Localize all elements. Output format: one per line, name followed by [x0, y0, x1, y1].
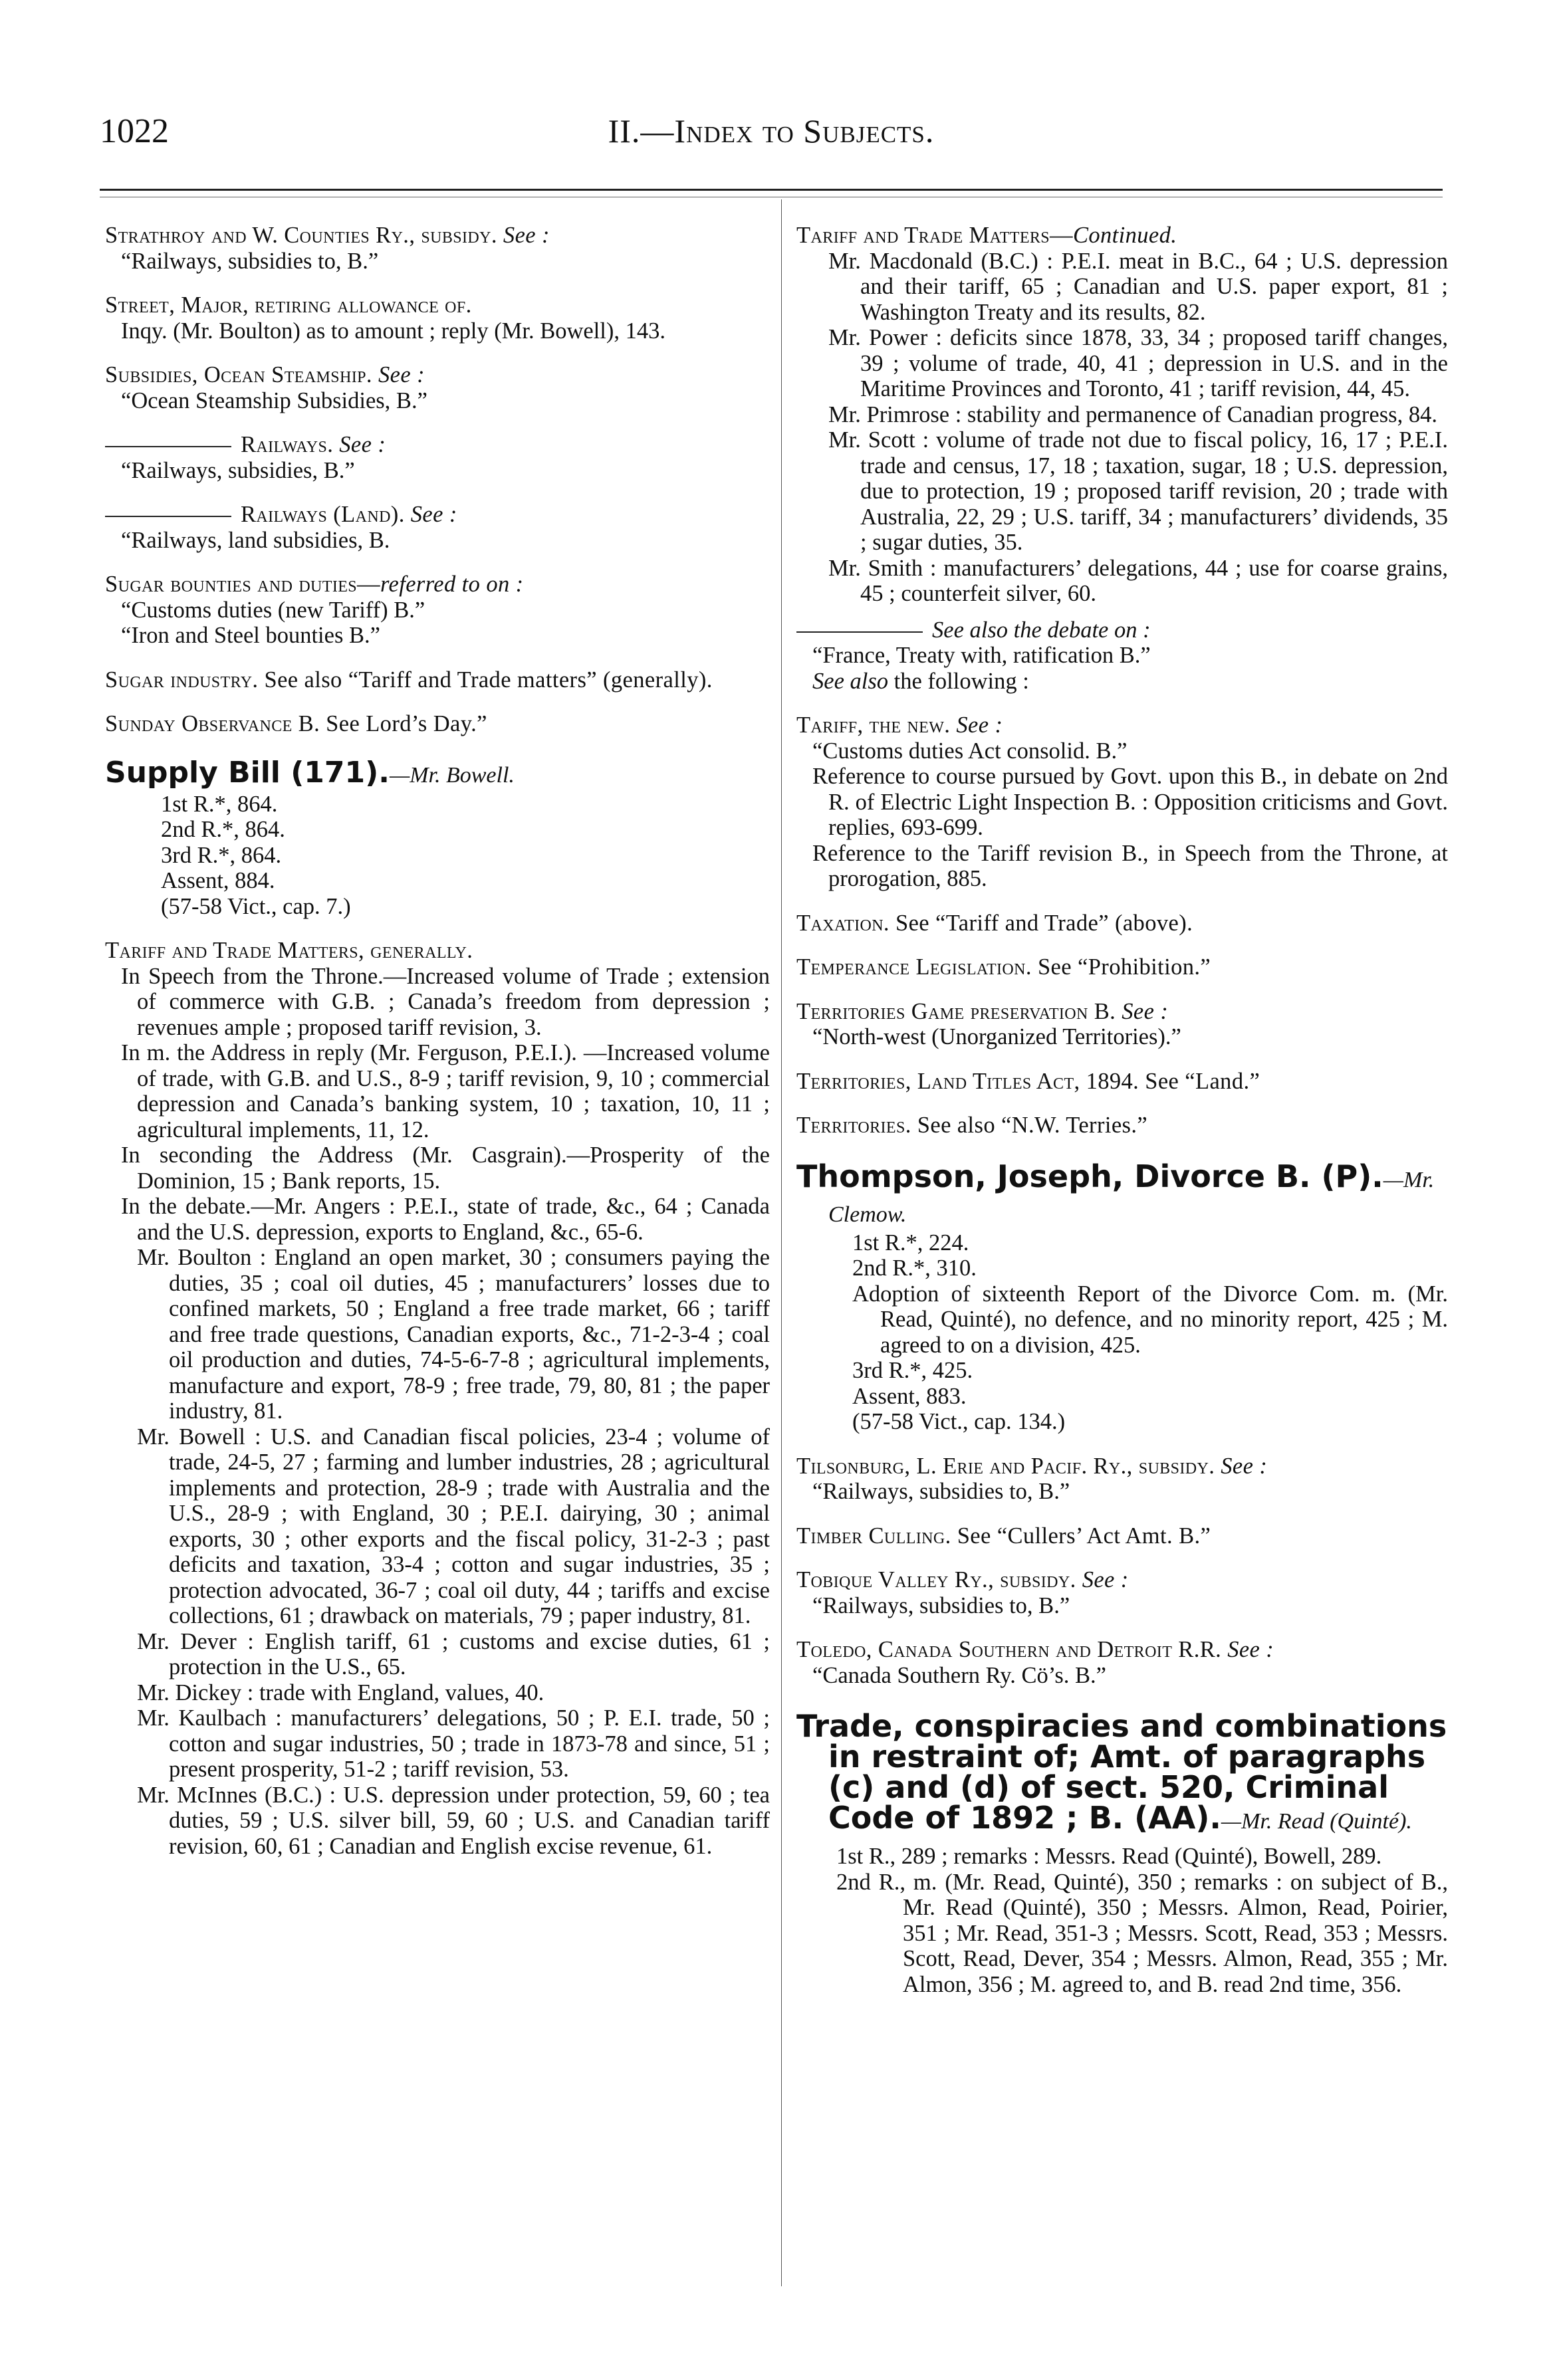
- entry-text: See “Prohibition.”: [1037, 954, 1211, 980]
- see-reference: See :: [1221, 1453, 1268, 1479]
- entry-title: Tobique Valley Ry., subsidy.: [796, 1567, 1076, 1592]
- entry-subparagraph: Mr. Boulton : England an open market, 30 ; consumers paying the duties, 35 ; coal oil duties, 45 ; manufacturers’ losses due to confined markets, 50 ; England a free trade market, 66 ; tariff and free trade questions, Canadian exports, &c., 71-2-3-4 ; coal oil production and duties, 74-5-6-7-8 ; agricultural implements, manufacture and export, 78-9 ; free trade, 79, 80, 81 ; the paper industry, 81.: [137, 1245, 770, 1424]
- cross-reference: “France, Treaty with, ratification B.”: [812, 643, 1151, 668]
- entry-text: See also “N.W. Terries.”: [917, 1113, 1148, 1138]
- entry-title: Street, Major, retiring allowance of.: [105, 292, 472, 318]
- ditto-dash: [796, 631, 923, 633]
- entry-title: Toledo, Canada Southern and Detroit R.R.: [796, 1637, 1222, 1662]
- entry-subparagraph: Mr. Power : deficits since 1878, 33, 34 ; proposed tariff changes, 39 ; volume of trade, 40, 41 ; depression in U.S. and in the Maritime Provinces and Toronto, 41 ; tariff revision, 44, 45.: [828, 325, 1448, 401]
- entry-subparagraph: Mr. Scott : volume of trade not due to fiscal policy, 16, 17 ; P.E.I. trade and census, 17, 18 ; taxation, sugar, 18 ; U.S. depression, due to protection, 19 ; proposed tariff revision, 20 ; trade with Australia, 22, 29 ; U.S. tariff, 34 ; manufacturers’ dividends, 35 ; sugar duties, 35.: [828, 427, 1448, 555]
- entry-title: Tariff, the new.: [796, 712, 951, 738]
- entry-title: Tariff and Trade Matters—: [796, 223, 1073, 248]
- cross-reference: “Customs duties (new Tariff) B.”: [121, 597, 425, 623]
- see-reference: See :: [1122, 998, 1169, 1024]
- index-entry-heading: [796, 1113, 1448, 1138]
- index-entry-heading: [796, 1567, 1448, 1593]
- ditto-dash: [105, 446, 231, 447]
- index-entry-heading: [796, 1523, 1448, 1549]
- entry-text: Inqy. (Mr. Boulton) as to amount ; reply (Mr. Bowell), 143.: [121, 318, 665, 344]
- entry-text: See “Tariff and Trade” (above).: [895, 910, 1193, 936]
- cross-reference: “Canada Southern Ry. Cö’s. B.”: [812, 1662, 1106, 1688]
- index-entry-heading: [796, 954, 1448, 980]
- see-reference: See :: [410, 502, 457, 527]
- entry-text: See “Land.”: [1145, 1068, 1260, 1094]
- entry-title: Taxation.: [796, 910, 890, 936]
- entry-title: Sugar industry.: [105, 667, 259, 693]
- entry-subparagraph: Mr. Primrose : stability and permanence of Canadian progress, 84.: [828, 401, 1437, 427]
- entry-title: Timber Culling.: [796, 1523, 951, 1549]
- entry-subparagraph: Mr. Macdonald (B.C.) : P.E.I. meat in B.C., 64 ; U.S. depression and their tariff, 65 ; Canadian and U.S. paper export, 81 ; Washington Treaty and its results, 82.: [828, 248, 1448, 325]
- index-entry-heading: [796, 223, 1448, 249]
- entry-paragraph: Reference to the Tariff revision B., in Speech from the Throne, at prorogation, 885.: [812, 840, 1448, 891]
- see-also-line: [796, 617, 1448, 643]
- entry-title: Territories Game preservation B.: [796, 998, 1116, 1024]
- entry-title: Tariff and Trade Matters, generally.: [105, 938, 473, 963]
- bill-stage: Assent, 884.: [161, 868, 275, 893]
- bill-stage: 1st R., 289 ; remarks : Messrs. Read (Quinté), Bowell, 289.: [836, 1844, 1382, 1869]
- header-rule: [100, 189, 1443, 191]
- entry-title: Railways (Land).: [241, 502, 405, 527]
- entry-title: Sugar bounties and duties—: [105, 572, 380, 597]
- cross-reference: “Railways, subsidies to, B.”: [121, 248, 379, 274]
- bill-stage: Adoption of sixteenth Report of the Divorce Com. m. (Mr. Read, Quinté), no defence, and no minority report, 425 ; M. agreed to on a division, 425.: [852, 1281, 1448, 1358]
- entry-paragraph: In seconding the Address (Mr. Casgrain).—Prosperity of the Dominion, 15 ; Bank reports, 15.: [121, 1142, 770, 1194]
- index-subentry-heading: [105, 432, 770, 458]
- entry-subparagraph: Mr. Kaulbach : manufacturers’ delegations, 50 ; P. E.I. trade, 50 ; cotton and sugar industries, 50 ; trade in 1873-78 and since, 51 ; present prosperity, 51-2 ; tariff revision, 53.: [137, 1705, 770, 1782]
- column-divider: [781, 199, 782, 2286]
- index-entry-heading: [796, 1637, 1448, 1663]
- entry-title: Strathroy and W. Counties Ry., subsidy.: [105, 223, 497, 248]
- bill-mover: —Mr. Read (Quinté).: [1221, 1809, 1412, 1834]
- index-entry-heading: [796, 911, 1448, 936]
- running-title: II.—Index to Subjects.: [608, 112, 935, 150]
- index-entry-heading: [796, 712, 1448, 738]
- ditto-dash: [105, 516, 231, 517]
- bill-stage: Assent, 883.: [852, 1383, 967, 1409]
- cross-reference: “Ocean Steamship Subsidies, B.”: [121, 387, 427, 413]
- index-entry-heading: [105, 292, 770, 318]
- cross-reference: “Railways, subsidies to, B.”: [812, 1479, 1070, 1504]
- entry-subparagraph: Mr. Bowell : U.S. and Canadian fiscal policies, 23-4 ; volume of trade, 24-5, 27 ; farming and lumber industries, 28 ; agricultural implements and protection, 28-9 ; trade with Australia and the U.S., 28-9 ; with England, 30 ; P.E.I. dairying, 30 ; animal exports, 30 ; other exports and the fiscal policy, 31-2-3 ; past deficits and taxation, 33-4 ; cotton and sugar industries, 35 ; protection advocated, 36-7 ; coal oil duty, 44 ; tariffs and excise collections, 61 ; drawback on materials, 79 ; paper industry, 81.: [137, 1424, 770, 1628]
- page-number: 1022: [100, 112, 169, 150]
- index-entry-heading: [796, 1069, 1448, 1095]
- index-entry-heading: [105, 938, 770, 964]
- entry-text: the following :: [894, 668, 1029, 694]
- entry-text: See “Cullers’ Act Amt. B.”: [957, 1523, 1211, 1549]
- entry-title: Territories.: [796, 1113, 911, 1138]
- entry-subparagraph: Mr. McInnes (B.C.) : U.S. depression under protection, 59, 60 ; tea duties, 59 ; U.S. silver bill, 59, 60 ; U.S. and Canadian tariff revision, 60, 61 ; Canadian and English excise revenue, 61.: [137, 1782, 770, 1859]
- see-reference: referred to on :: [380, 572, 524, 597]
- see-reference: See :: [1082, 1567, 1129, 1592]
- bill-stage: 1st R.*, 224.: [852, 1230, 969, 1255]
- index-entry-heading: [796, 1454, 1448, 1479]
- cross-reference: “Railways, subsidies to, B.”: [812, 1592, 1070, 1618]
- entry-title: Railways.: [241, 432, 334, 457]
- entry-paragraph: Reference to course pursued by Govt. upon this B., in debate on 2nd R. of Electric Light Inspection B. : Opposition criticisms and Govt. replies, 693-699.: [812, 764, 1448, 840]
- bill-stage: (57-58 Vict., cap. 134.): [852, 1409, 1066, 1434]
- bill-stage: 2nd R.*, 310.: [852, 1255, 977, 1281]
- see-reference: See also the debate on :: [932, 617, 1151, 643]
- cross-reference: “Railways, land subsidies, B.: [121, 527, 390, 553]
- cross-reference: “Customs duties Act consolid. B.”: [812, 738, 1128, 764]
- entry-paragraph: In the debate.—Mr. Angers : P.E.I., state of trade, &c., 64 ; Canada and the U.S. depression, exports to England, &c., 65-6.: [121, 1194, 770, 1245]
- bill-stage: (57-58 Vict., cap. 7.): [161, 893, 351, 919]
- entry-subparagraph: Mr. Dickey : trade with England, values, 40.: [137, 1679, 544, 1705]
- bill-heading: [796, 1158, 1448, 1230]
- continued-label: Continued.: [1072, 223, 1177, 248]
- index-subentry-heading: [105, 502, 770, 528]
- bill-stage: 3rd R.*, 425.: [852, 1358, 973, 1383]
- entry-text: See also “Tariff and Trade matters” (generally).: [264, 667, 713, 693]
- entry-title: Territories, Land Titles Act, 1894.: [796, 1068, 1139, 1094]
- index-entry-heading: [105, 711, 770, 737]
- bill-title: Supply Bill (171).: [105, 755, 390, 790]
- cross-reference: “Railways, subsidies, B.”: [121, 457, 355, 483]
- bill-mover: —Mr. Bowell.: [389, 762, 515, 788]
- cross-reference: “Iron and Steel bounties B.”: [121, 623, 380, 648]
- page-header: [100, 112, 1443, 158]
- entry-subparagraph: Mr. Dever : English tariff, 61 ; customs and excise duties, 61 ; protection in the U.S., 65.: [137, 1628, 770, 1679]
- entry-text: See Lord’s Day.”: [326, 711, 487, 736]
- bill-stage: 2nd R.*, 864.: [161, 817, 285, 842]
- entry-title: Subsidies, Ocean Steamship.: [105, 362, 372, 387]
- cross-reference: “North-west (Unorganized Territories).”: [812, 1024, 1181, 1049]
- entry-title: Sunday Observance B.: [105, 711, 320, 736]
- spacer: [796, 1837, 1448, 1844]
- index-entry-heading: [105, 667, 770, 693]
- see-reference: See :: [956, 712, 1003, 738]
- bill-heading: [796, 1708, 1448, 1837]
- entry-paragraph: In Speech from the Throne.—Increased volume of Trade ; extension of commerce with G.B. ; Canada’s freedom from depression ; revenues ample ; proposed tariff revision, 3.: [121, 963, 770, 1040]
- bill-stage: 1st R.*, 864.: [161, 791, 278, 817]
- entry-title: Temperance Legislation.: [796, 954, 1032, 980]
- see-reference: See :: [503, 223, 550, 248]
- entry-paragraph: In m. the Address in reply (Mr. Ferguson, P.E.I.). —Increased volume of trade, with G.B. and U.S., 8-9 ; tariff revision, 9, 10 ; commercial depression and Canada’s banking system, 10 ; taxation, 10, 11 ; agricultural implements, 11, 12.: [121, 1040, 770, 1142]
- right-column: [796, 223, 1448, 1997]
- see-reference: See :: [378, 362, 425, 387]
- entry-title: Tilsonburg, L. Erie and Pacif. Ry., subsidy.: [796, 1453, 1215, 1479]
- bill-stage: 2nd R., m. (Mr. Read, Quinté), 350 ; remarks : on subject of B., Mr. Read (Quinté), 350 ; Messrs. Almon, Read, Poirier, 351 ; Mr. Read, 351-3 ; Messrs. Scott, Read, 353 ; Messrs. Scott, Read, Dever, 354 ; Messrs. Almon, Read, 355 ; Mr. Almon, 356 ; M. agreed to, and B. read 2nd time, 356.: [836, 1869, 1448, 1997]
- see-reference: See also: [812, 668, 889, 694]
- index-entry-heading: [796, 999, 1448, 1025]
- left-column: [105, 223, 770, 1859]
- bill-title: Trade, conspiracies and combinations in restraint of; Amt. of paragraphs (c) and (d) of sect. 520, Criminal Code of 1892 ; B. (AA).: [796, 1708, 1447, 1836]
- see-also-line: [796, 669, 1448, 695]
- see-reference: See :: [339, 432, 386, 457]
- bill-mover: —Mr. Clemow.: [828, 1167, 1435, 1227]
- index-entry-heading: [105, 572, 770, 597]
- index-entry-heading: [105, 362, 770, 388]
- index-entry-heading: [105, 223, 770, 249]
- see-reference: See :: [1227, 1637, 1274, 1662]
- entry-subparagraph: Mr. Smith : manufacturers’ delegations, 44 ; use for coarse grains, 45 ; counterfeit silver, 60.: [828, 555, 1448, 606]
- bill-stage: 3rd R.*, 864.: [161, 842, 282, 868]
- bill-heading: [105, 757, 770, 792]
- bill-title: Thompson, Joseph, Divorce B. (P).: [796, 1158, 1383, 1194]
